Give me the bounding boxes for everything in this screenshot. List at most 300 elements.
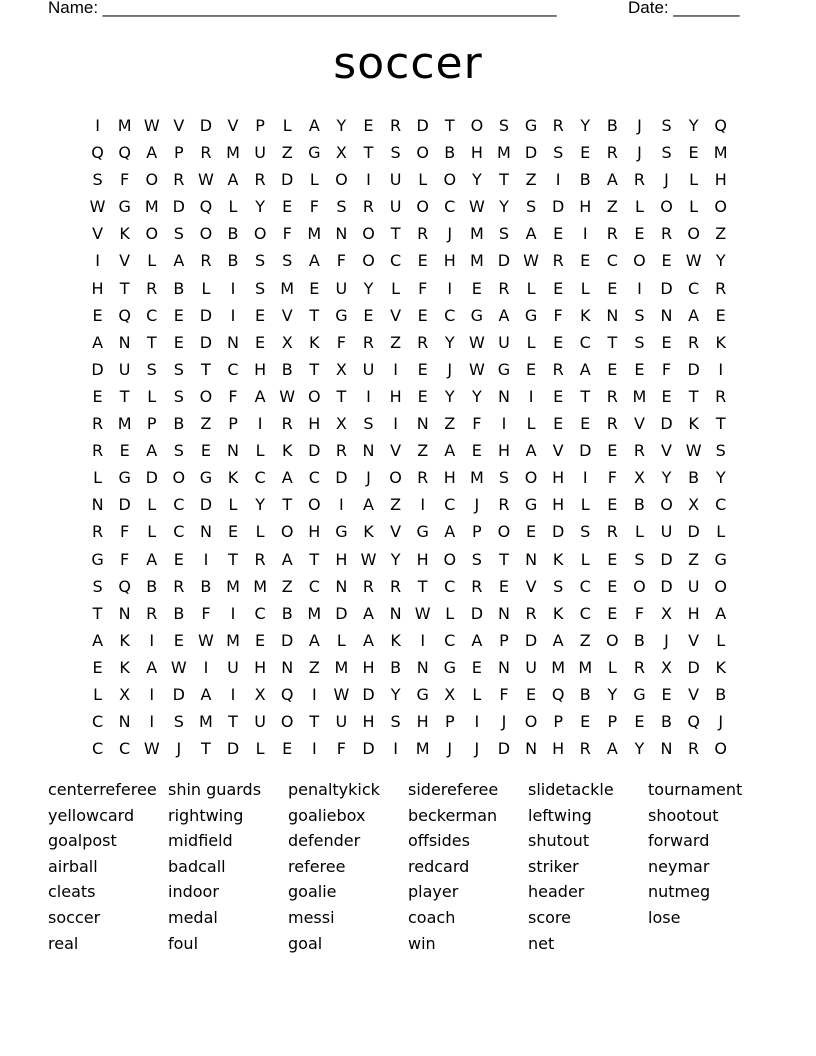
- grid-letter: B: [633, 495, 645, 515]
- grid-row: [84, 139, 734, 166]
- grid-letter: S: [634, 549, 645, 569]
- grid-letter: D: [687, 522, 700, 542]
- grid-letter: F: [336, 251, 346, 271]
- grid-letter: T: [92, 603, 103, 623]
- grid-letter: E: [417, 305, 428, 325]
- grid-letter: Y: [634, 739, 645, 759]
- grid-letter: D: [199, 116, 213, 135]
- grid-letter: O: [633, 251, 646, 271]
- grid-letter: D: [497, 251, 511, 271]
- grid-letter: X: [633, 468, 645, 488]
- grid-letter: D: [145, 468, 158, 488]
- grid-letter: V: [661, 441, 672, 461]
- grid-letter: Q: [687, 712, 700, 732]
- grid-letter: H: [254, 359, 267, 379]
- grid-letter: M: [226, 576, 240, 596]
- grid-letter: K: [390, 630, 401, 650]
- grid-letter: O: [714, 739, 727, 759]
- grid-letter: H: [443, 251, 456, 271]
- grid-letter: G: [497, 359, 511, 379]
- grid-letter: D: [335, 468, 348, 488]
- grid-letter: Q: [199, 197, 213, 217]
- grid-letter: A: [281, 549, 293, 569]
- grid-letter: I: [95, 251, 100, 271]
- grid-letter: U: [335, 278, 348, 298]
- grid-letter: Z: [417, 441, 429, 461]
- grid-letter: T: [444, 116, 455, 135]
- grid-letter: N: [416, 657, 429, 677]
- grid-letter: D: [172, 197, 185, 217]
- grid-letter: E: [255, 332, 266, 352]
- grid-letter: N: [335, 576, 348, 596]
- grid-letter: L: [93, 684, 102, 704]
- grid-letter: U: [389, 197, 402, 217]
- grid-letter: R: [254, 170, 266, 190]
- grid-letter: M: [226, 143, 240, 163]
- grid-letter: K: [227, 468, 239, 488]
- grid-letter: I: [637, 278, 642, 298]
- grid-letter: O: [362, 251, 375, 271]
- grid-letter: C: [173, 522, 185, 542]
- grid-row: [84, 573, 734, 600]
- grid-letter: S: [525, 197, 537, 217]
- grid-letter: D: [226, 739, 240, 759]
- grid-letter: L: [472, 684, 482, 704]
- grid-letter: R: [390, 576, 402, 596]
- grid-letter: O: [443, 549, 457, 569]
- grid-letter: D: [551, 197, 565, 217]
- grid-letter: Z: [308, 657, 320, 677]
- grid-letter: M: [334, 657, 349, 677]
- grid-letter: I: [203, 657, 209, 677]
- grid-letter: E: [661, 386, 672, 406]
- grid-letter: L: [147, 495, 157, 515]
- grid-letter: E: [92, 386, 103, 406]
- grid-letter: R: [362, 332, 375, 352]
- grid-letter: K: [715, 657, 726, 677]
- grid-letter: R: [281, 414, 293, 434]
- grid-letter: Q: [118, 576, 131, 596]
- grid-letter: A: [146, 657, 158, 677]
- grid-letter: F: [201, 603, 211, 623]
- grid-letter: H: [416, 712, 429, 732]
- grid-letter: I: [203, 549, 209, 569]
- grid-letter: G: [416, 684, 429, 704]
- grid-letter: K: [281, 441, 293, 461]
- grid-letter: L: [716, 522, 726, 542]
- grid-letter: J: [664, 170, 669, 190]
- grid-row: [84, 735, 734, 762]
- grid-letter: D: [172, 684, 185, 704]
- grid-letter: O: [362, 224, 375, 244]
- word-bank-item: win: [408, 933, 436, 953]
- grid-letter: L: [391, 278, 401, 298]
- grid-letter: E: [525, 684, 537, 704]
- grid-letter: C: [91, 712, 104, 732]
- grid-letter: Z: [688, 549, 700, 569]
- grid-letter: G: [470, 305, 484, 325]
- word-bank-item: airball: [48, 856, 98, 876]
- grid-letter: Y: [715, 468, 726, 488]
- grid-letter: E: [688, 143, 699, 163]
- grid-letter: M: [226, 630, 240, 650]
- word-bank-item: foul: [168, 933, 199, 953]
- grid-letter: L: [445, 603, 455, 623]
- grid-letter: C: [389, 251, 402, 271]
- grid-letter: T: [228, 549, 238, 569]
- grid-letter: Z: [525, 170, 537, 190]
- grid-letter: A: [525, 441, 537, 461]
- grid-letter: L: [147, 522, 157, 542]
- grid-letter: E: [715, 305, 726, 325]
- grid-letter: N: [281, 657, 294, 677]
- grid-letter: W: [279, 386, 296, 406]
- grid-letter: I: [501, 414, 507, 434]
- grid-letter: L: [255, 522, 265, 542]
- grid-letter: J: [447, 224, 453, 244]
- grid-letter: O: [524, 468, 538, 488]
- grid-letter: N: [199, 522, 212, 542]
- grid-letter: G: [416, 522, 429, 542]
- grid-letter: N: [118, 332, 131, 352]
- grid-letter: I: [311, 684, 317, 704]
- grid-row: [84, 166, 734, 193]
- grid-letter: T: [309, 359, 320, 379]
- grid-letter: A: [227, 170, 239, 190]
- grid-letter: L: [418, 170, 428, 190]
- grid-letter: E: [255, 305, 266, 325]
- grid-letter: F: [282, 224, 292, 244]
- grid-letter: U: [118, 359, 131, 379]
- grid-letter: R: [417, 224, 429, 244]
- grid-letter: E: [580, 414, 591, 434]
- word-bank-item: score: [528, 907, 571, 927]
- grid-letter: O: [660, 197, 673, 217]
- grid-letter: H: [91, 278, 104, 298]
- grid-letter: F: [120, 549, 130, 569]
- grid-letter: B: [173, 603, 185, 623]
- grid-letter: T: [580, 386, 591, 406]
- grid-letter: A: [715, 603, 727, 623]
- word-bank-item: yellowcard: [48, 805, 135, 825]
- grid-letter: F: [336, 332, 346, 352]
- grid-letter: T: [119, 278, 130, 298]
- grid-letter: T: [309, 305, 320, 325]
- grid-letter: I: [149, 684, 155, 704]
- grid-letter: R: [498, 495, 510, 515]
- word-bank-item: messi: [288, 907, 335, 927]
- grid-letter: Z: [200, 414, 212, 434]
- grid-letter: B: [633, 630, 645, 650]
- grid-row: [84, 275, 734, 302]
- grid-letter: S: [553, 143, 564, 163]
- grid-letter: Z: [606, 197, 618, 217]
- grid-letter: Z: [390, 332, 402, 352]
- grid-letter: Y: [661, 468, 672, 488]
- grid-letter: R: [91, 414, 104, 434]
- grid-letter: E: [92, 305, 103, 325]
- grid-letter: X: [688, 495, 700, 515]
- grid-letter: A: [363, 495, 374, 515]
- grid-letter: B: [173, 278, 185, 298]
- grid-letter: C: [254, 603, 266, 623]
- grid-letter: N: [660, 739, 673, 759]
- grid-letter: K: [715, 332, 726, 352]
- grid-letter: O: [145, 224, 159, 244]
- word-bank-item: cleats: [48, 882, 96, 902]
- grid-letter: K: [309, 332, 320, 352]
- grid-letter: I: [339, 495, 344, 515]
- grid-letter: B: [579, 170, 591, 190]
- grid-letter: O: [416, 197, 429, 217]
- grid-letter: E: [553, 332, 564, 352]
- grid-row: [84, 193, 734, 220]
- grid-letter: X: [335, 359, 347, 379]
- letter-grid: [84, 112, 734, 762]
- grid-letter: R: [552, 359, 564, 379]
- grid-letter: J: [447, 359, 453, 379]
- grid-letter: B: [606, 116, 618, 135]
- grid-row: [84, 356, 734, 383]
- grid-letter: B: [688, 468, 700, 488]
- grid-letter: Y: [607, 684, 618, 704]
- grid-letter: M: [632, 386, 647, 406]
- grid-letter: C: [444, 495, 456, 515]
- grid-letter: A: [308, 251, 320, 271]
- grid-letter: N: [525, 549, 538, 569]
- grid-letter: V: [390, 522, 402, 542]
- grid-letter: I: [230, 684, 236, 704]
- grid-letter: T: [119, 386, 130, 406]
- grid-letter: G: [91, 549, 104, 569]
- grid-letter: G: [714, 549, 727, 569]
- grid-letter: P: [553, 712, 563, 732]
- grid-letter: M: [253, 576, 268, 596]
- grid-letter: A: [92, 630, 104, 650]
- grid-letter: M: [199, 712, 213, 732]
- grid-letter: G: [633, 684, 646, 704]
- grid-letter: C: [444, 305, 456, 325]
- name-field-label: Name: ________________________________________________: [48, 0, 557, 17]
- grid-letter: W: [333, 684, 350, 704]
- grid-letter: K: [552, 549, 564, 569]
- grid-letter: U: [254, 712, 266, 732]
- grid-letter: G: [199, 468, 213, 488]
- grid-letter: N: [362, 441, 375, 461]
- grid-letter: H: [254, 657, 267, 677]
- grid-letter: N: [227, 441, 239, 461]
- grid-letter: F: [607, 468, 617, 488]
- grid-letter: J: [637, 143, 642, 163]
- grid-letter: B: [579, 684, 591, 704]
- grid-letter: W: [523, 251, 539, 271]
- grid-letter: D: [118, 495, 131, 515]
- grid-letter: M: [713, 143, 728, 163]
- grid-letter: B: [227, 251, 239, 271]
- grid-letter: K: [688, 414, 699, 434]
- grid-letter: A: [254, 386, 266, 406]
- grid-row: [84, 681, 734, 708]
- word-bank-item: sidereferee: [408, 780, 499, 799]
- grid-letter: S: [173, 712, 184, 732]
- grid-letter: C: [146, 305, 158, 325]
- grid-letter: D: [199, 332, 213, 352]
- grid-letter: D: [687, 657, 700, 677]
- grid-letter: N: [606, 305, 619, 325]
- grid-letter: N: [118, 603, 131, 623]
- grid-letter: O: [280, 522, 294, 542]
- grid-letter: T: [688, 386, 699, 406]
- grid-letter: A: [363, 603, 374, 623]
- word-bank-item: redcard: [408, 856, 470, 876]
- grid-letter: G: [524, 495, 538, 515]
- grid-letter: B: [661, 712, 672, 732]
- grid-letter: Y: [255, 495, 265, 515]
- grid-letter: B: [281, 603, 293, 623]
- grid-letter: L: [689, 170, 699, 190]
- grid-letter: G: [118, 197, 131, 217]
- grid-letter: I: [393, 414, 398, 434]
- grid-letter: R: [606, 522, 618, 542]
- grid-letter: V: [92, 224, 104, 244]
- grid-letter: Q: [280, 684, 294, 704]
- grid-letter: M: [307, 603, 322, 623]
- grid-letter: H: [497, 441, 510, 461]
- grid-letter: S: [173, 359, 184, 379]
- grid-letter: N: [525, 739, 538, 759]
- grid-letter: T: [499, 549, 509, 569]
- grid-letter: S: [173, 441, 184, 461]
- grid-letter: D: [470, 603, 484, 623]
- grid-letter: F: [120, 170, 130, 190]
- grid-letter: D: [660, 278, 673, 298]
- grid-letter: F: [418, 278, 428, 298]
- grid-letter: O: [524, 712, 538, 732]
- grid-letter: E: [661, 251, 672, 271]
- grid-letter: P: [607, 712, 618, 732]
- grid-row: [84, 518, 734, 545]
- grid-letter: K: [363, 522, 374, 542]
- grid-row: [84, 654, 734, 681]
- word-bank-item: striker: [528, 856, 579, 876]
- grid-letter: L: [526, 278, 536, 298]
- grid-letter: B: [390, 657, 402, 677]
- grid-letter: T: [228, 712, 238, 732]
- grid-letter: E: [309, 278, 320, 298]
- grid-letter: D: [308, 441, 321, 461]
- grid-letter: L: [309, 170, 319, 190]
- grid-letter: G: [308, 143, 321, 163]
- grid-letter: A: [525, 224, 537, 244]
- grid-letter: J: [501, 712, 507, 732]
- grid-letter: F: [336, 739, 346, 759]
- grid-letter: N: [335, 224, 348, 244]
- grid-letter: H: [416, 549, 429, 569]
- grid-letter: H: [552, 739, 565, 759]
- grid-letter: B: [715, 684, 727, 704]
- grid-letter: Q: [551, 684, 565, 704]
- grid-letter: H: [362, 712, 375, 732]
- grid-letter: C: [444, 576, 456, 596]
- grid-letter: I: [447, 278, 453, 298]
- grid-letter: S: [92, 170, 103, 190]
- grid-letter: L: [255, 739, 265, 759]
- grid-letter: E: [580, 251, 591, 271]
- grid-letter: I: [393, 739, 398, 759]
- grid-letter: E: [607, 359, 618, 379]
- grid-letter: R: [417, 468, 429, 488]
- grid-letter: E: [634, 359, 645, 379]
- grid-letter: E: [553, 386, 564, 406]
- grid-letter: D: [497, 739, 511, 759]
- grid-letter: R: [633, 170, 645, 190]
- grid-letter: A: [688, 305, 700, 325]
- grid-letter: E: [607, 576, 618, 596]
- grid-letter: C: [715, 495, 727, 515]
- grid-letter: R: [606, 143, 618, 163]
- grid-letter: H: [552, 495, 565, 515]
- grid-letter: T: [417, 576, 428, 596]
- grid-letter: E: [363, 116, 374, 135]
- word-bank-item: offsides: [408, 831, 470, 851]
- grid-letter: S: [661, 143, 672, 163]
- word-bank-item: rightwing: [168, 805, 244, 825]
- grid-letter: A: [444, 522, 456, 542]
- grid-letter: T: [309, 712, 320, 732]
- grid-letter: L: [634, 197, 644, 217]
- grid-letter: W: [685, 441, 702, 461]
- grid-letter: F: [553, 305, 563, 325]
- grid-letter: N: [91, 495, 104, 515]
- grid-letter: I: [420, 630, 426, 650]
- grid-letter: S: [336, 197, 347, 217]
- grid-letter: T: [390, 224, 401, 244]
- grid-letter: Y: [471, 170, 482, 190]
- grid-letter: V: [281, 305, 293, 325]
- grid-letter: Q: [118, 143, 131, 163]
- grid-letter: Y: [444, 386, 455, 406]
- grid-letter: L: [147, 251, 157, 271]
- grid-letter: E: [634, 712, 645, 732]
- grid-letter: S: [173, 224, 184, 244]
- grid-letter: R: [362, 197, 375, 217]
- grid-letter: E: [580, 143, 591, 163]
- grid-letter: P: [174, 143, 184, 163]
- grid-letter: E: [498, 576, 509, 596]
- grid-letter: Y: [688, 116, 699, 135]
- grid-letter: O: [199, 386, 213, 406]
- grid-letter: R: [390, 116, 402, 135]
- grid-letter: C: [227, 359, 239, 379]
- grid-letter: Y: [580, 116, 591, 135]
- grid-letter: S: [92, 576, 103, 596]
- grid-letter: W: [198, 630, 214, 650]
- grid-letter: E: [525, 522, 537, 542]
- grid-letter: C: [254, 468, 266, 488]
- grid-letter: R: [715, 386, 727, 406]
- grid-letter: A: [173, 251, 185, 271]
- grid-letter: E: [525, 359, 537, 379]
- word-bank-item: midfield: [168, 831, 233, 851]
- grid-row: [84, 600, 734, 627]
- grid-letter: S: [255, 251, 266, 271]
- grid-letter: S: [282, 251, 293, 271]
- grid-letter: O: [443, 170, 457, 190]
- grid-letter: O: [416, 143, 429, 163]
- page-title: soccer: [333, 38, 483, 89]
- grid-letter: R: [471, 576, 483, 596]
- grid-letter: I: [528, 386, 534, 406]
